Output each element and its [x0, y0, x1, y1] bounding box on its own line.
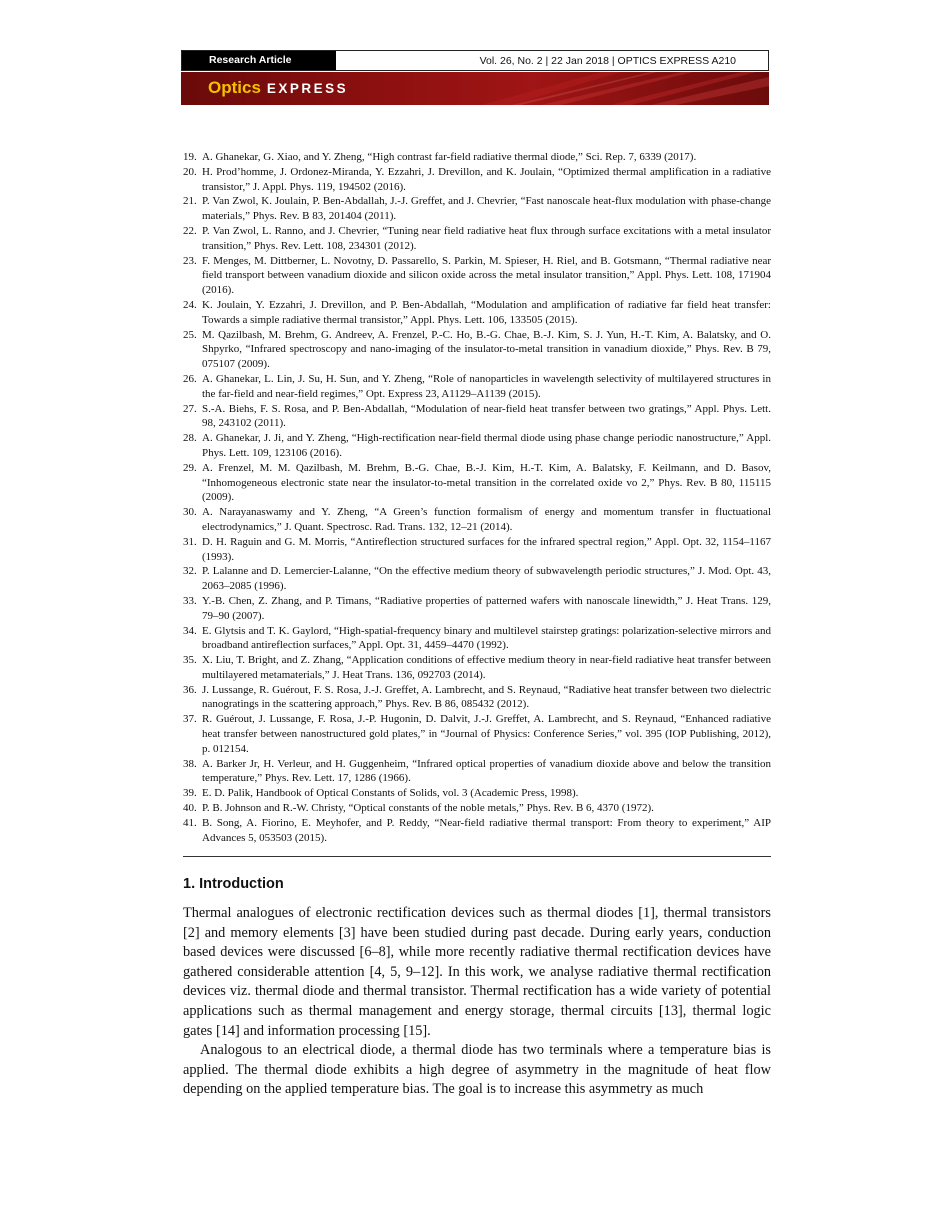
- reference-number: 40.: [183, 802, 197, 815]
- reference-number: 28.: [183, 432, 197, 445]
- reference-text: A. Ghanekar, J. Ji, and Y. Zheng, “High-rectification near-field thermal diode using phase change periodic nanostructure,” Appl. Phys. Lett. 109, 123106 (2016).: [202, 432, 771, 459]
- reference-text: M. Qazilbash, M. Brehm, G. Andreev, A. Frenzel, P.-C. Ho, B.-G. Chae, B.-J. Kim, S. J. Yun, H.-T. Kim, A. Balatsky, and O. Shpyrko, “Infrared spectroscopy and nano-imaging of the insulator-to-metal transition in vanadium dioxide,” Phys. Rev. B 79, 075107 (2009).: [202, 328, 771, 371]
- journal-banner: [181, 72, 769, 105]
- reference-text: A. Barker Jr, H. Verleur, and H. Guggenheim, “Infrared optical properties of vanadium dioxide above and below the transition temperature,” Phys. Rev. Lett. 17, 1286 (1966).: [202, 757, 771, 785]
- reference-item: [183, 298, 771, 328]
- reference-text: Y.-B. Chen, Z. Zhang, and P. Timans, “Radiative properties of patterned wafers with nanoscale linewidth,” J. Heat Trans. 129, 79–90 (2007).: [202, 594, 771, 622]
- reference-number: 20.: [183, 165, 197, 178]
- logo-express: EXPRESS: [266, 81, 349, 96]
- reference-number: 26.: [183, 372, 197, 385]
- reference-item: [183, 431, 771, 461]
- reference-number: 41.: [183, 816, 197, 829]
- section-body: [183, 904, 771, 1100]
- reference-number: 30.: [183, 506, 197, 519]
- reference-text: P. Van Zwol, K. Joulain, P. Ben-Abdallah, J.-J. Greffet, and J. Chevrier, “Fast nanoscale heat-flux modulation with phase-change materials,” Phys. Rev. B 83, 201404 (2011).: [202, 195, 771, 223]
- logo-optics: Optics: [208, 78, 261, 97]
- reference-item: [183, 801, 771, 816]
- reference-item: [183, 535, 771, 565]
- reference-number: 34.: [183, 624, 197, 637]
- reference-item: [183, 712, 771, 756]
- section-heading: 1. Introduction: [183, 876, 284, 892]
- reference-number: 31.: [183, 535, 197, 548]
- reference-text: S.-A. Biehs, F. S. Rosa, and P. Ben-Abdallah, “Modulation of near-field heat transfer between two gratings,” Appl. Phys. Lett. 98, 243102 (2011).: [202, 402, 771, 430]
- reference-number: 23.: [183, 254, 197, 267]
- reference-number: 36.: [183, 683, 197, 696]
- reference-item: [183, 254, 771, 298]
- reference-item: [183, 224, 771, 254]
- reference-number: 32.: [183, 565, 197, 578]
- reference-item: [183, 328, 771, 372]
- reference-text: A. Narayanaswamy and Y. Zheng, “A Green’s function formalism of energy and momentum transfer in fluctuational electrodynamics,” J. Quant. Spectrosc. Rad. Trans. 132, 12–21 (2014).: [202, 506, 771, 533]
- reference-item: [183, 594, 771, 624]
- reference-number: 19.: [183, 151, 197, 163]
- reference-number: 21.: [183, 195, 197, 208]
- reference-number: 35.: [183, 654, 197, 667]
- reference-item: [183, 816, 771, 846]
- reference-item: [183, 505, 771, 535]
- reference-text: D. H. Raguin and G. M. Morris, “Antireflection structured surfaces for the infrared spectral region,” Appl. Opt. 32, 1154–1167 (1993).: [202, 535, 771, 563]
- reference-number: 22.: [183, 224, 197, 237]
- reference-item: [183, 564, 771, 594]
- header-bar: [181, 50, 769, 71]
- reference-item: [183, 194, 771, 224]
- journal-logo: [208, 78, 348, 98]
- reference-item: [183, 402, 771, 432]
- reference-text: B. Song, A. Fiorino, E. Meyhofer, and P. Reddy, “Near-field radiative thermal transport: From theory to experiment,” AIP Advances 5, 053503 (2015).: [202, 816, 771, 844]
- reference-number: 24.: [183, 298, 197, 311]
- reference-item: [183, 372, 771, 402]
- reference-text: A. Ghanekar, G. Xiao, and Y. Zheng, “High contrast far-field radiative thermal diode,” Sci. Rep. 7, 6339 (2017).: [202, 151, 697, 163]
- reference-text: A. Frenzel, M. M. Qazilbash, M. Brehm, B.-G. Chae, B.-J. Kim, H.-T. Kim, A. Balatsky, F. Keilmann, and D. Basov, “Inhomogeneous electronic state near the insulator-to-metal transition in the correlated oxide vo 2,” Phys. Rev. B 80, 115115 (2009).: [202, 461, 771, 504]
- reference-number: 37.: [183, 713, 197, 726]
- reference-number: 27.: [183, 402, 197, 415]
- reference-item: [183, 624, 771, 654]
- reference-item: [183, 150, 771, 165]
- reference-text: H. Prod’homme, J. Ordonez-Miranda, Y. Ezzahri, J. Drevillon, and K. Joulain, “Optimized thermal amplification in a radiative transistor,” J. Appl. Phys. 119, 194502 (2016).: [202, 165, 771, 193]
- section-divider: [183, 856, 771, 857]
- reference-text: K. Joulain, Y. Ezzahri, J. Drevillon, and P. Ben-Abdallah, “Modulation and amplification of radiative far field heat transfer: Towards a simple radiative thermal transistor,” Appl. Phys. Lett. 106, 133505 (2015).: [202, 298, 771, 326]
- reference-text: R. Guérout, J. Lussange, F. Rosa, J.-P. Hugonin, D. Dalvit, J.-J. Greffet, A. Lambrecht, and S. Reynaud, “Enhanced radiative heat transfer between nanostructured gold plates,” in “Journal of Physics: Conference Series,” vol. 395 (IOP Publishing, 2012), p. 012154.: [202, 713, 771, 755]
- reference-text: E. D. Palik, Handbook of Optical Constants of Solids, vol. 3 (Academic Press, 1998).: [202, 787, 579, 800]
- reference-number: 29.: [183, 461, 197, 474]
- reference-text: J. Lussange, R. Guérout, F. S. Rosa, J.-J. Greffet, A. Lambrecht, and S. Reynaud, “Radiative heat transfer between two dielectric nanogratings in the scattering approach,” Phys. Rev. B 86, 085432 (2012).: [202, 683, 771, 711]
- reference-text: E. Glytsis and T. K. Gaylord, “High-spatial-frequency binary and multilevel stairstep gratings: polarization-selective mirrors and broadband antireflection surfaces,” Appl. Opt. 31, 4459–4470 (1992).: [202, 624, 771, 652]
- reference-item: [183, 461, 771, 505]
- paragraph: Thermal analogues of electronic rectification devices such as thermal diodes [1], thermal transistors [2] and memory elements [3] have been studied during past decade. During early years, conduction based devices were discussed [6–8], while more recently radiative thermal rectification devices have gathered considerable attention [4, 5, 9–12]. In this work, we analyse radiative thermal rectification devices viz. thermal diode and thermal transistor. Thermal rectification has a wide variety of potential applications such as thermal management and energy storage, thermal circuits [13], thermal logic gates [14] and information processing [15].: [183, 905, 771, 1039]
- reference-item: [183, 757, 771, 787]
- reference-item: [183, 165, 771, 195]
- paragraph: Analogous to an electrical diode, a thermal diode has two terminals where a temperature bias is applied. The thermal diode exhibits a high degree of asymmetry in the magnitude of heat flow depending on the applied temperature bias. The goal is to increase this asymmetry as much: [183, 1042, 771, 1098]
- reference-item: [183, 653, 771, 683]
- reference-list: [183, 150, 771, 845]
- reference-text: F. Menges, M. Dittberner, L. Novotny, D. Passarello, S. Parkin, M. Spieser, H. Riel, and B. Gotsmann, “Thermal radiative near field transport between vanadium dioxide and silicon oxide across the metal insulator transition,” Appl. Phys. Lett. 108, 171904 (2016).: [202, 254, 771, 297]
- reference-text: P. B. Johnson and R.-W. Christy, “Optical constants of the noble metals,” Phys. Rev. B 6, 4370 (1972).: [202, 802, 654, 815]
- reference-number: 39.: [183, 787, 197, 800]
- reference-number: 33.: [183, 594, 197, 607]
- reference-number: 38.: [183, 757, 197, 770]
- reference-item: [183, 683, 771, 713]
- reference-text: P. Van Zwol, L. Ranno, and J. Chevrier, “Tuning near field radiative heat flux through surface excitations with a metal insulator transition,” Phys. Rev. Lett. 108, 234301 (2012).: [202, 224, 771, 252]
- reference-text: X. Liu, T. Bright, and Z. Zhang, “Application conditions of effective medium theory in near-field radiative heat transfer between multilayered metamaterials,” J. Heat Trans. 136, 092703 (2014).: [202, 654, 771, 681]
- article-type-label: Research Article: [182, 51, 336, 70]
- journal-header: [181, 50, 769, 106]
- reference-item: [183, 786, 771, 801]
- reference-text: P. Lalanne and D. Lemercier-Lalanne, “On the effective medium theory of subwavelength periodic structures,” J. Mod. Opt. 43, 2063–2085 (1996).: [202, 565, 771, 593]
- reference-text: A. Ghanekar, L. Lin, J. Su, H. Sun, and Y. Zheng, “Role of nanoparticles in wavelength selectivity of multilayered structures in the far-field and near-field regimes,” Opt. Express 23, A1129–A1139 (2015).: [202, 372, 771, 400]
- citation-info: Vol. 26, No. 2 | 22 Jan 2018 | OPTICS EXPRESS A210: [479, 55, 736, 67]
- reference-number: 25.: [183, 328, 197, 341]
